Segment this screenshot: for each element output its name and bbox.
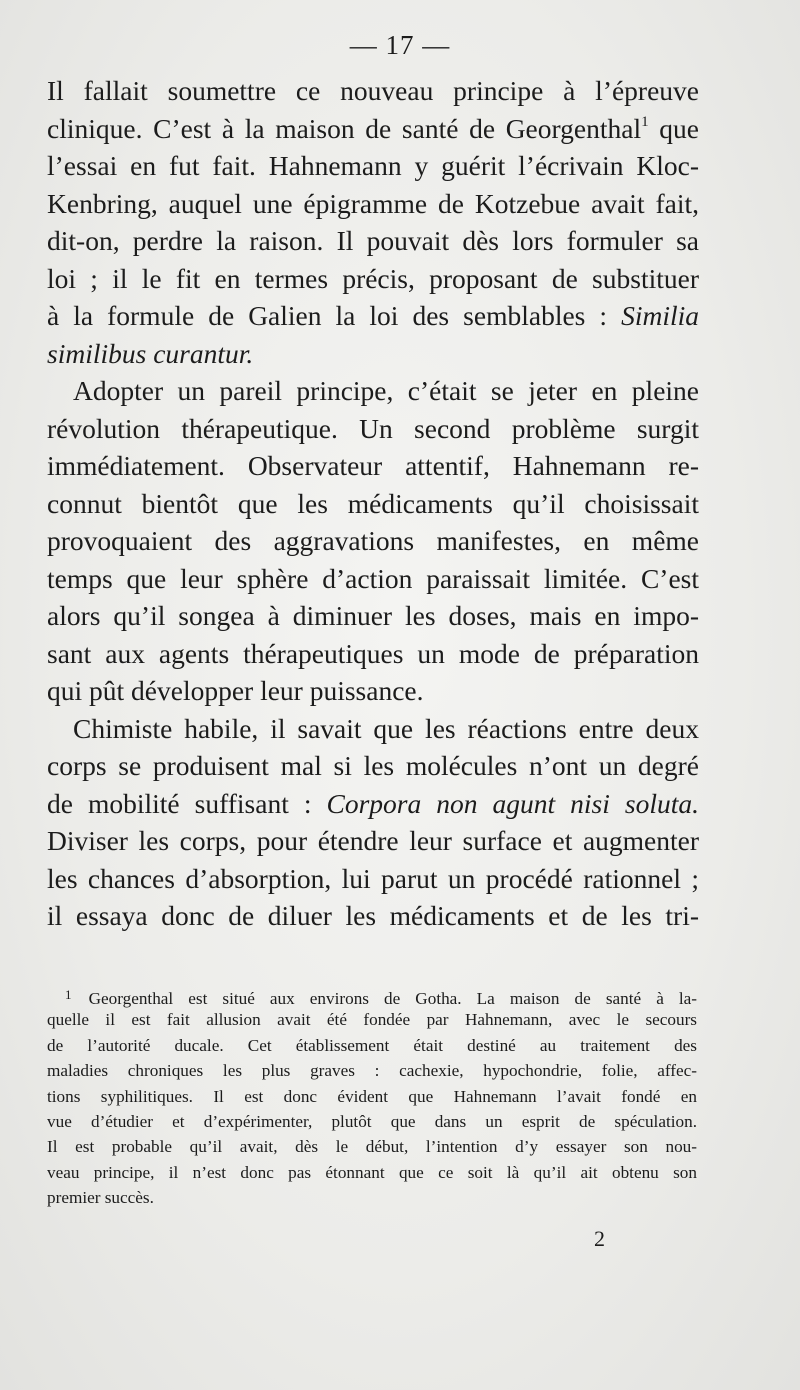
italic-latin-phrase: Similia (621, 300, 699, 331)
text-line: clinique. C’est à la maison de santé de Georgenthal$^1$ que (47, 112, 699, 144)
italic-latin-phrase: Corpora non agunt nisi soluta. (326, 787, 700, 819)
footnote-line: vue d’étudier et d’expérimenter, plutôt que dans un esprit de spéculation. (47, 1111, 697, 1131)
text-line: Chimiste habile, il savait que les réactions entre deux (73, 712, 699, 744)
main-text (47, 72, 699, 935)
text-line: sant aux agents thérapeutiques un mode de préparation (47, 637, 699, 669)
text-line: similibus curantur. (47, 337, 254, 369)
footnote-line: maladies chroniques les plus graves : cachexie, hypochondrie, folie, affec- (47, 1061, 697, 1081)
text-line: Il fallait soumettre ce nouveau principe à l’épreuve (47, 75, 699, 106)
text-line: temps que leur sphère d’action paraissait limitée. C’est (47, 562, 699, 594)
footnote-line: premier succès. (47, 1188, 154, 1208)
text-line: provoquaient des aggravations manifestes, en même (47, 525, 699, 556)
text-line: immédiatement. Observateur attentif, Hahnemann re- (47, 450, 699, 481)
footnote-line: Il est probable qu’il avait, dès le début, l’intention d’y essayer son nou- (47, 1137, 697, 1157)
text-line: corps se produisent mal si les molécules n’ont un degré (47, 750, 699, 781)
signature-mark: 2 (594, 1226, 605, 1251)
text-line: Diviser les corps, pour étendre leur surface et augmenter (47, 825, 699, 856)
footnote-line: de l’autorité ducale. Cet établissement était destiné au traitement des (47, 1035, 697, 1055)
footnote-line: $^1$ Georgenthal est situé aux environs de Gotha. La maison de santé à la- (65, 987, 698, 1008)
footnote-marker: 1 (65, 987, 72, 1002)
text-line: loi ; il le fit en termes précis, proposant de substituer (47, 262, 699, 294)
text-line: dit-on, perdre la raison. Il pouvait dès lors formuler sa (47, 225, 699, 256)
text-line: alors qu’il songea à diminuer les doses, mais en impo- (47, 600, 699, 631)
text-line: à la formule de Galien la loi des semblables : Similia (47, 300, 699, 331)
footnote-line: veau principe, il n’est donc pas étonnant que ce soit là qu’il ait obtenu son (47, 1162, 697, 1182)
text-line: il essaya donc de diluer les médicaments et de les tri- (47, 900, 699, 931)
text-line: Adopter un pareil principe, c’était se jeter en pleine (73, 375, 699, 406)
text-line: les chances d’absorption, lui parut un procédé rationnel ; (47, 862, 699, 894)
text-line: connut bientôt que les médicaments qu’il choisissait (47, 487, 699, 519)
text-line: Kenbring, auquel une épigramme de Kotzebue avait fait, (47, 187, 699, 219)
footnote-line: quelle il est fait allusion avait été fondée par Hahnemann, avec le secours (47, 1010, 697, 1030)
text-line: révolution thérapeutique. Un second problème surgit (47, 412, 699, 444)
page-number: — 17 — (349, 30, 451, 60)
footnote (47, 982, 697, 1211)
text-line: de mobilité suffisant : Corpora non agunt nisi soluta. (47, 787, 700, 819)
text-line: l’essai en fut fait. Hahnemann y guérit l’écrivain Kloc- (47, 150, 699, 181)
footnote-reference[interactable]: 1 (641, 113, 649, 130)
footnote-line: tions syphilitiques. Il est donc évident que Hahnemann l’avait fondé en (47, 1086, 697, 1106)
text-line: qui pût développer leur puissance. (47, 675, 424, 706)
